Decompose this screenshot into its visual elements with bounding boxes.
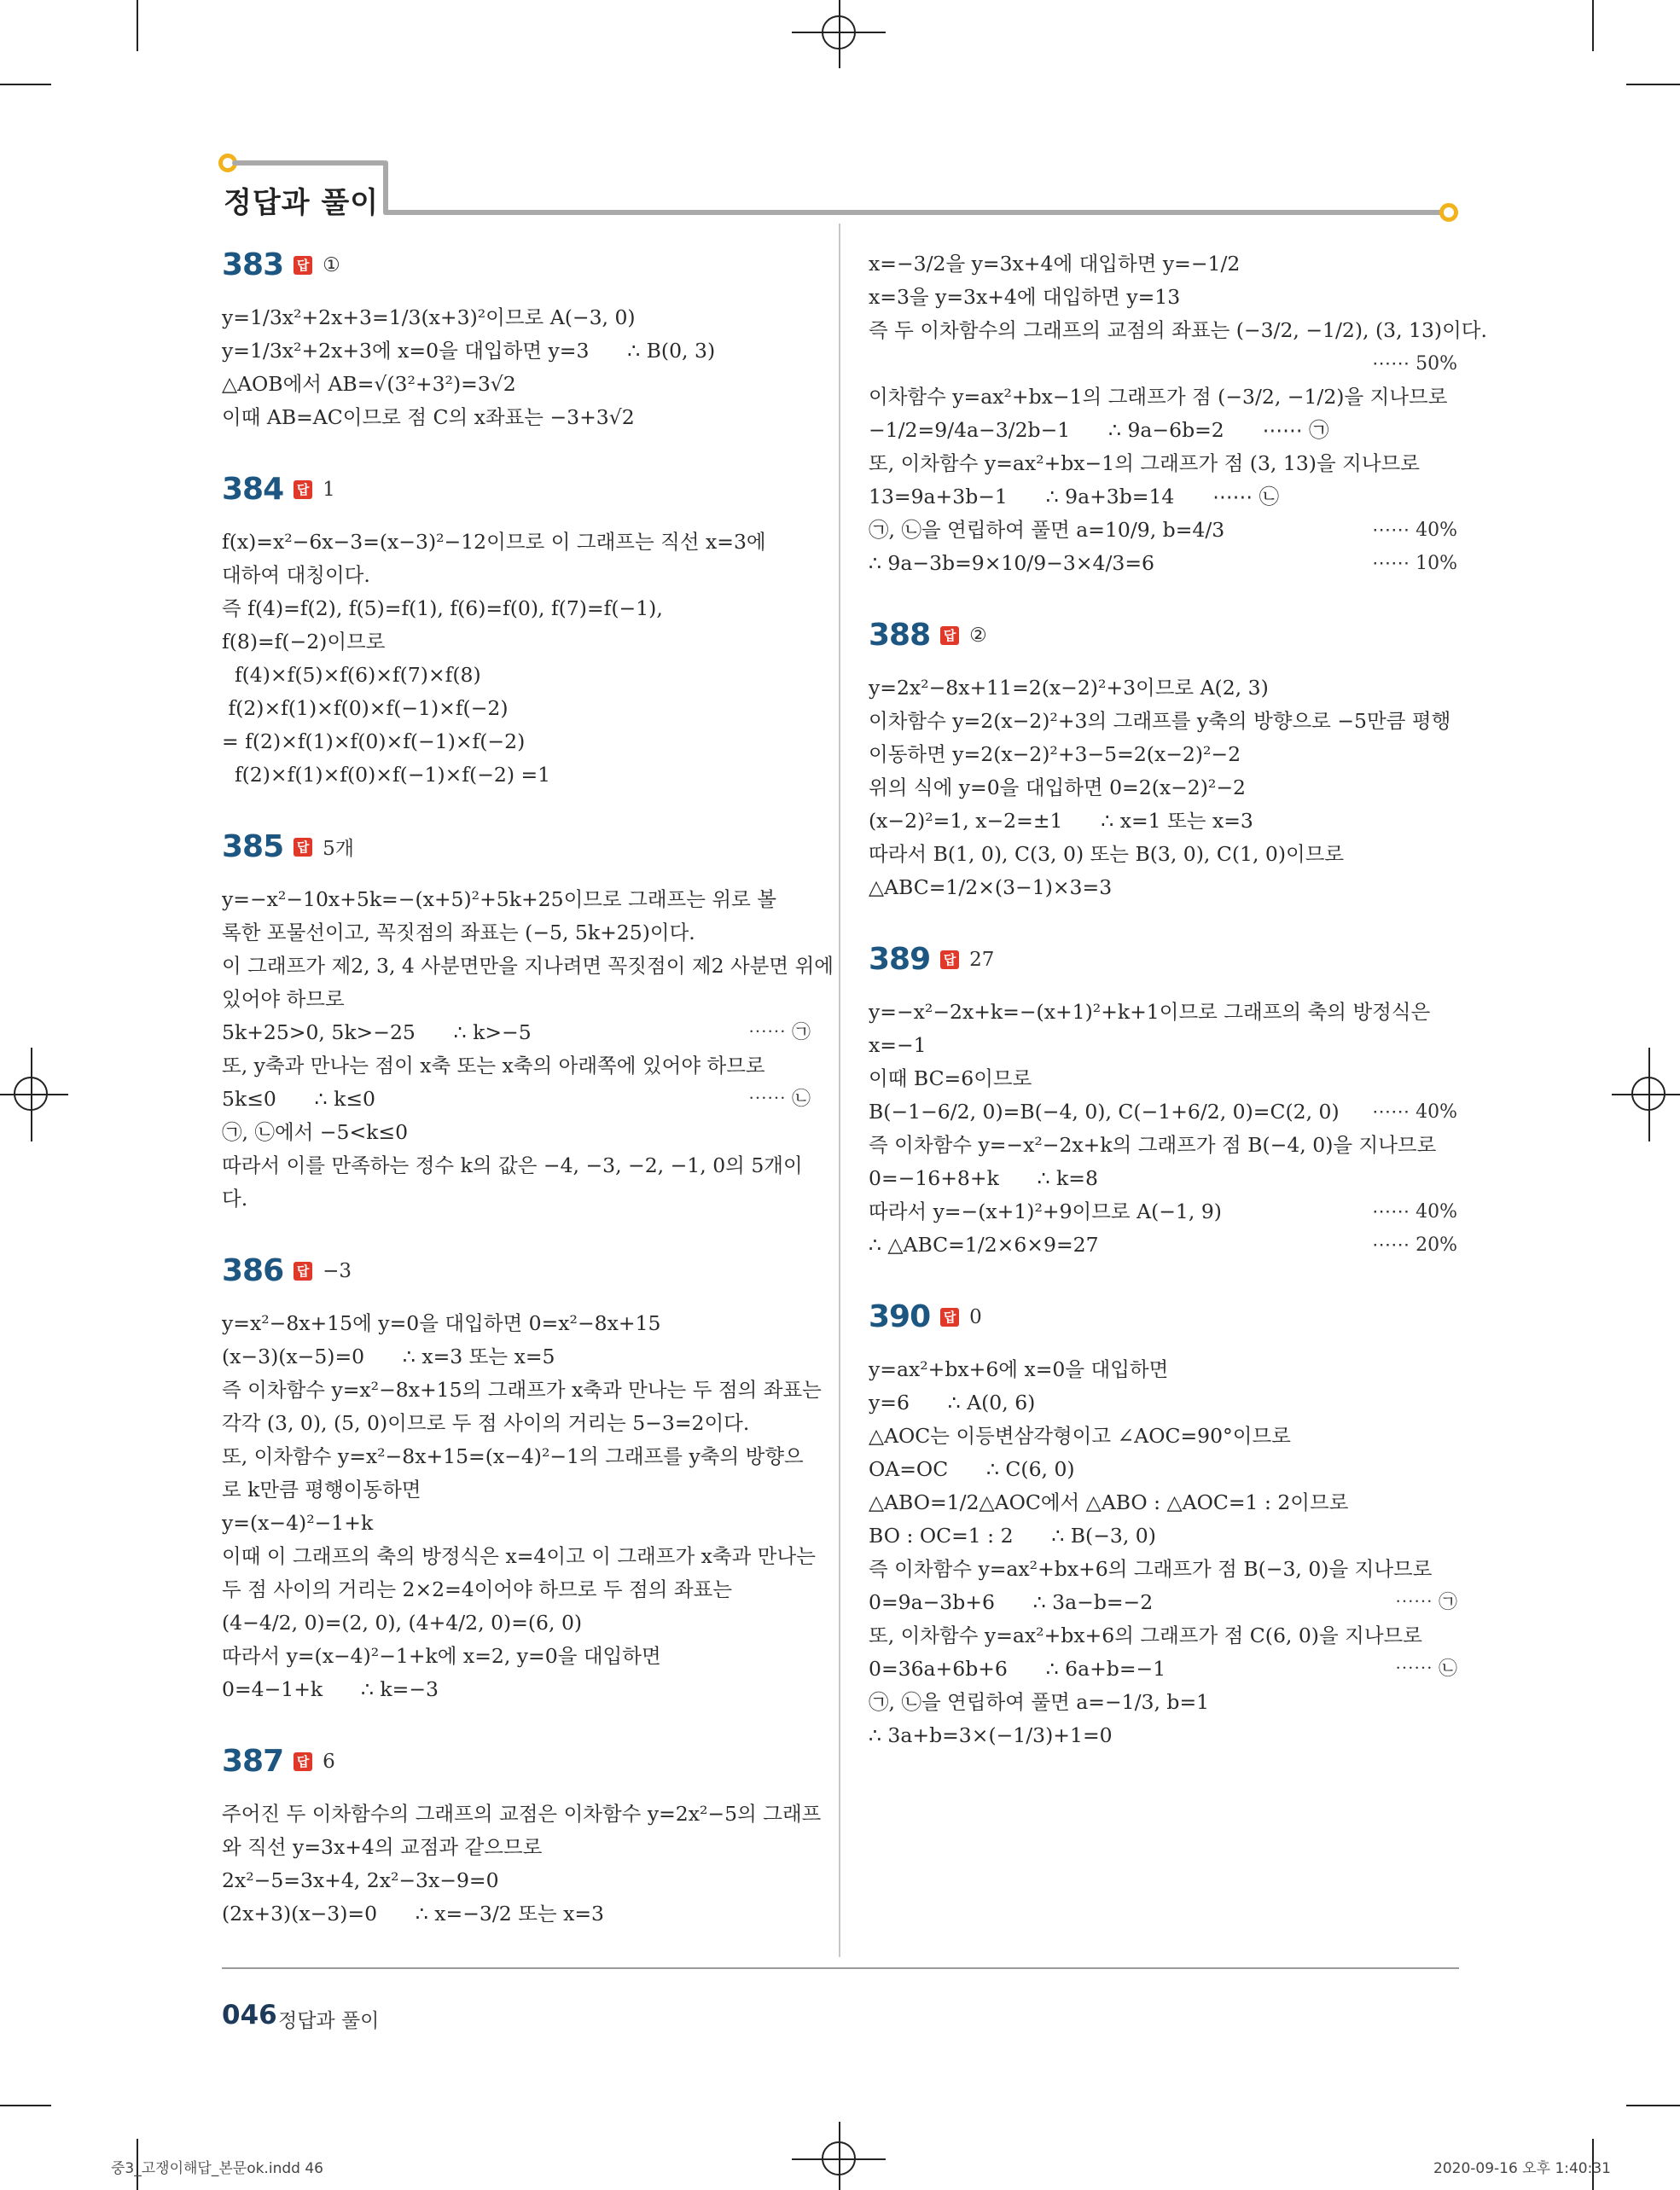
solution-line bbox=[222, 1083, 811, 1116]
problem-header bbox=[222, 1253, 811, 1288]
answer-value: −3 bbox=[323, 1259, 352, 1282]
solution-text: 로 k만큼 평행이동하면 bbox=[222, 1478, 421, 1502]
problem-block bbox=[222, 247, 811, 434]
solution-line bbox=[222, 526, 811, 559]
solution-line bbox=[869, 1195, 1457, 1229]
crop-mark bbox=[792, 32, 886, 33]
solution-line bbox=[869, 414, 1457, 447]
solution-line bbox=[222, 1440, 811, 1473]
solution-line bbox=[222, 1831, 811, 1864]
solution-text: BO : OC=1 : 2 ∴ B(−3, 0) bbox=[869, 1524, 1156, 1548]
solution-text: y=6 ∴ A(0, 6) bbox=[869, 1391, 1036, 1414]
solution-text: 각각 (3, 0), (5, 0)이므로 두 점 사이의 거리는 5−3=2이다. bbox=[222, 1411, 750, 1435]
solution-line bbox=[222, 983, 811, 1016]
score-marker: ⋯⋯ 10% bbox=[1372, 553, 1457, 574]
crop-mark bbox=[0, 84, 51, 85]
crop-mark bbox=[137, 0, 138, 51]
problem-block bbox=[222, 472, 811, 792]
solution-line bbox=[222, 1897, 811, 1931]
solution-line bbox=[222, 1116, 811, 1149]
solution-text: −1/2=9/4a−3/2b−1 ∴ 9a−6b=2 ⋯⋯ ㉠ bbox=[869, 418, 1329, 442]
solution-line bbox=[222, 1374, 822, 1407]
solution-text: y=−x²−2x+k=−(x+1)²+k+1이므로 그래프의 축의 방정식은 bbox=[869, 1000, 1431, 1024]
solution-line bbox=[869, 1453, 1457, 1486]
solution-line bbox=[222, 401, 811, 434]
solution-line bbox=[869, 1553, 1457, 1586]
solution-line bbox=[869, 380, 1457, 414]
solution-line bbox=[869, 314, 1487, 347]
solution-line bbox=[222, 559, 811, 592]
problem-header bbox=[222, 829, 811, 864]
solution-line bbox=[869, 1486, 1457, 1519]
solution-text: 13=9a+3b−1 ∴ 9a+3b=14 ⋯⋯ ㉡ bbox=[869, 485, 1280, 508]
solution-text: △AOB에서 AB=√(3²+3²)=3√2 bbox=[222, 372, 516, 396]
problem-number: 390 bbox=[869, 1299, 931, 1334]
solution-line bbox=[869, 1353, 1457, 1386]
solution-text: 0=4−1+k ∴ k=−3 bbox=[222, 1677, 439, 1701]
solution-text: = f(2)×f(1)×f(0)×f(−1)×f(−2) bbox=[222, 729, 526, 753]
crop-mark bbox=[792, 2158, 886, 2160]
solution-line bbox=[869, 871, 1457, 904]
crop-mark bbox=[0, 1094, 68, 1095]
answer-value: 6 bbox=[323, 1750, 335, 1773]
solution-line bbox=[222, 1640, 811, 1673]
solution-text: ∴ △ABC=1/2×6×9=27 bbox=[869, 1233, 1099, 1257]
solution-text: 따라서 y=(x−4)²−1+k에 x=2, y=0을 대입하면 bbox=[222, 1644, 661, 1668]
solution-line bbox=[222, 1407, 811, 1440]
solution-text: 또, 이차함수 y=x²−8x+15=(x−4)²−1의 그래프를 y축의 방향으 bbox=[222, 1444, 804, 1468]
solution-line bbox=[869, 705, 1457, 738]
solution-line bbox=[869, 1095, 1457, 1129]
solution-text: 즉 이차함수 y=ax²+bx+6의 그래프가 점 B(−3, 0)을 지나므로 bbox=[869, 1557, 1433, 1581]
solution-text: 5k+25>0, 5k>−25 ∴ k>−5 bbox=[222, 1020, 532, 1044]
crop-mark bbox=[1648, 1048, 1650, 1141]
solution-line bbox=[869, 671, 1457, 705]
solution-text: 이때 BC=6이므로 bbox=[869, 1066, 1032, 1090]
solution-text: B(−1−6/2, 0)=B(−4, 0), C(−1+6/2, 0)=C(2, 0) bbox=[869, 1100, 1340, 1124]
answer-badge-icon: 답 bbox=[940, 1308, 959, 1327]
solution-text: 와 직선 y=3x+4의 교점과 같으므로 bbox=[222, 1835, 543, 1859]
solution-text: 즉 두 이차함수의 그래프의 교점의 좌표는 (−3/2, −1/2), (3, 13)이다. bbox=[869, 318, 1487, 342]
solution-text: ㉠, ㉡을 연립하여 풀면 a=−1/3, b=1 bbox=[869, 1690, 1210, 1714]
solution-line bbox=[869, 447, 1457, 480]
solution-text: 또, 이차함수 y=ax²+bx−1의 그래프가 점 (3, 13)을 지나므로 bbox=[869, 451, 1420, 475]
solution-line bbox=[222, 916, 811, 950]
answer-badge-icon: 답 bbox=[294, 1262, 312, 1281]
solution-text: 위의 식에 y=0을 대입하면 0=2(x−2)²−2 bbox=[869, 776, 1246, 799]
solution-line bbox=[222, 1540, 816, 1573]
score-marker: ⋯⋯ 40% bbox=[1372, 1101, 1457, 1123]
solution-text: △ABC=1/2×(3−1)×3=3 bbox=[869, 875, 1113, 899]
solution-text: 두 점 사이의 거리는 2×2=4이어야 하므로 두 점의 좌표는 bbox=[222, 1577, 733, 1601]
solution-line bbox=[869, 281, 1457, 314]
score-marker: ⋯⋯ ㉡ bbox=[1395, 1658, 1457, 1680]
solution-line bbox=[869, 1029, 1457, 1062]
page-label: 정답과 풀이 bbox=[278, 2010, 380, 2032]
solution-text: ∴ 9a−3b=9×10/9−3×4/3=6 bbox=[869, 551, 1154, 575]
score-marker: ⋯⋯ ㉠ bbox=[1395, 1592, 1457, 1613]
solution-text: 주어진 두 이차함수의 그래프의 교점은 이차함수 y=2x²−5의 그래프 bbox=[222, 1802, 822, 1826]
solution-line bbox=[222, 625, 811, 659]
solution-line bbox=[222, 950, 834, 983]
problem-block bbox=[222, 1253, 822, 1706]
solution-line bbox=[869, 480, 1457, 514]
solution-text: 대하여 대칭이다. bbox=[222, 563, 370, 587]
solution-line bbox=[222, 1798, 822, 1831]
solution-text: 2x²−5=3x+4, 2x²−3x−9=0 bbox=[222, 1868, 499, 1892]
solution-line bbox=[869, 1619, 1457, 1653]
crop-mark bbox=[1626, 2105, 1680, 2106]
solution-text: f(2)×f(1)×f(0)×f(−1)×f(−2) bbox=[222, 696, 509, 720]
slug-datetime: 2020-09-16 오후 1:40:31 bbox=[1433, 2160, 1611, 2177]
answer-value: 0 bbox=[969, 1305, 982, 1328]
problem-block bbox=[869, 618, 1457, 904]
solution-line bbox=[869, 1062, 1457, 1095]
solution-line bbox=[222, 659, 811, 692]
solution-line bbox=[869, 771, 1457, 805]
solution-line bbox=[869, 1586, 1457, 1619]
solution-text: 따라서 이를 만족하는 정수 k의 값은 −4, −3, −2, −1, 0의 5개이 bbox=[222, 1153, 803, 1177]
solution-text: (x−3)(x−5)=0 ∴ x=3 또는 x=5 bbox=[222, 1345, 555, 1368]
problem-number: 385 bbox=[222, 829, 284, 864]
solution-line bbox=[869, 514, 1457, 547]
solution-text: 즉 f(4)=f(2), f(5)=f(1), f(6)=f(0), f(7)=f(−1), bbox=[222, 596, 663, 620]
solution-line bbox=[222, 301, 811, 334]
score-marker: ⋯⋯ 20% bbox=[1372, 1234, 1457, 1256]
solution-text: 따라서 B(1, 0), C(3, 0) 또는 B(3, 0), C(1, 0)이므로 bbox=[869, 842, 1345, 866]
solution-line bbox=[222, 692, 811, 725]
crop-mark bbox=[31, 1048, 32, 1141]
score-marker: ⋯⋯ ㉡ bbox=[748, 1089, 811, 1110]
solution-line bbox=[222, 334, 811, 368]
solution-line bbox=[222, 368, 811, 401]
solution-text: 다. bbox=[222, 1187, 248, 1211]
solution-line bbox=[869, 996, 1457, 1029]
solution-line bbox=[869, 347, 1457, 380]
solution-text: 있어야 하므로 bbox=[222, 987, 345, 1011]
solution-text: 따라서 y=−(x+1)²+9이므로 A(−1, 9) bbox=[869, 1200, 1222, 1223]
solution-text: △AOC는 이등변삼각형이고 ∠AOC=90°이므로 bbox=[869, 1424, 1291, 1448]
problem-header bbox=[222, 472, 811, 507]
solution-text: (2x+3)(x−3)=0 ∴ x=−3/2 또는 x=3 bbox=[222, 1902, 604, 1926]
left-column bbox=[222, 247, 834, 1968]
answer-badge-icon: 답 bbox=[940, 626, 959, 645]
solution-text: f(8)=f(−2)이므로 bbox=[222, 630, 386, 654]
problem-header bbox=[222, 247, 811, 282]
header-rule bbox=[383, 160, 388, 215]
solution-line bbox=[869, 1519, 1457, 1553]
right-column bbox=[869, 247, 1487, 1790]
answer-value: 1 bbox=[323, 478, 335, 501]
answer-badge-icon: 답 bbox=[294, 480, 312, 499]
footer-rule bbox=[222, 1967, 1459, 1969]
solution-text bbox=[869, 351, 875, 375]
solution-text: ㉠, ㉡을 연립하여 풀면 a=10/9, b=4/3 bbox=[869, 518, 1225, 542]
solution-text: y=(x−4)²−1+k bbox=[222, 1511, 374, 1535]
answer-badge-icon: 답 bbox=[940, 950, 959, 969]
solution-line bbox=[222, 1606, 811, 1640]
problem-number: 387 bbox=[222, 1744, 284, 1779]
crop-mark bbox=[839, 0, 840, 68]
problem-block bbox=[869, 247, 1487, 580]
solution-text: y=2x²−8x+11=2(x−2)²+3이므로 A(2, 3) bbox=[869, 676, 1269, 700]
solution-line bbox=[869, 1686, 1457, 1719]
solution-line bbox=[869, 1420, 1457, 1453]
answer-badge-icon: 답 bbox=[294, 838, 312, 857]
problem-header bbox=[869, 1299, 1457, 1334]
solution-line bbox=[222, 1049, 811, 1083]
solution-line bbox=[222, 883, 811, 916]
solution-text: △ABO=1/2△AOC에서 △ABO : △AOC=1 : 2이므로 bbox=[869, 1490, 1349, 1514]
crop-mark bbox=[1626, 84, 1680, 85]
solution-text: y=x²−8x+15에 y=0을 대입하면 0=x²−8x+15 bbox=[222, 1311, 661, 1335]
solution-text: 이때 이 그래프의 축의 방정식은 x=4이고 이 그래프가 x축과 만나는 bbox=[222, 1544, 816, 1568]
solution-text: f(x)=x²−6x−3=(x−3)²−12이므로 이 그래프는 직선 x=3에 bbox=[222, 530, 766, 554]
problem-header bbox=[869, 618, 1457, 653]
solution-line bbox=[222, 1340, 811, 1374]
solution-text: y=1/3x²+2x+3에 x=0을 대입하면 y=3 ∴ B(0, 3) bbox=[222, 339, 716, 363]
solution-line bbox=[222, 1473, 811, 1507]
solution-text: y=1/3x²+2x+3=1/3(x+3)²이므로 A(−3, 0) bbox=[222, 305, 636, 329]
solution-text: 즉 이차함수 y=x²−8x+15의 그래프가 x축과 만나는 두 점의 좌표는 bbox=[222, 1378, 822, 1402]
problem-number: 383 bbox=[222, 247, 284, 282]
solution-text: (x−2)²=1, x−2=±1 ∴ x=1 또는 x=3 bbox=[869, 809, 1253, 833]
solution-text: x=−1 bbox=[869, 1033, 927, 1057]
solution-text: x=−3/2을 y=3x+4에 대입하면 y=−1/2 bbox=[869, 252, 1241, 276]
solution-text: 록한 포물선이고, 꼭짓점의 좌표는 (−5, 5k+25)이다. bbox=[222, 921, 695, 944]
solution-text: 이 그래프가 제2, 3, 4 사분면만을 지나려면 꼭짓점이 제2 사분면 위에 bbox=[222, 954, 834, 978]
problem-header bbox=[222, 1744, 811, 1779]
solution-line bbox=[869, 738, 1457, 771]
solution-text: 이때 AB=AC이므로 점 C의 x좌표는 −3+3√2 bbox=[222, 405, 635, 429]
solution-text: 이동하면 y=2(x−2)²+3−5=2(x−2)²−2 bbox=[869, 742, 1241, 766]
solution-line bbox=[869, 547, 1457, 580]
solution-text: 또, y축과 만나는 점이 x축 또는 x축의 아래쪽에 있어야 하므로 bbox=[222, 1054, 765, 1078]
solution-text: 0=−16+8+k ∴ k=8 bbox=[869, 1166, 1098, 1190]
solution-line bbox=[222, 1016, 811, 1049]
score-marker: ⋯⋯ 50% bbox=[1372, 353, 1457, 375]
solution-line bbox=[869, 247, 1457, 281]
problem-block bbox=[222, 829, 834, 1216]
problem-block bbox=[869, 942, 1457, 1262]
answer-value: 5개 bbox=[323, 838, 355, 860]
solution-text: 이차함수 y=2(x−2)²+3의 그래프를 y축의 방향으로 −5만큼 평행 bbox=[869, 709, 1451, 733]
column-divider bbox=[839, 224, 840, 1957]
solution-text: OA=OC ∴ C(6, 0) bbox=[869, 1457, 1075, 1481]
answer-value: ② bbox=[969, 624, 987, 647]
solution-line bbox=[869, 1229, 1457, 1262]
solution-line bbox=[222, 1182, 811, 1216]
solution-text: 또, 이차함수 y=ax²+bx+6의 그래프가 점 C(6, 0)을 지나므로 bbox=[869, 1624, 1422, 1647]
solution-text: f(2)×f(1)×f(0)×f(−1)×f(−2) =1 bbox=[222, 763, 551, 787]
solution-line bbox=[869, 1162, 1457, 1195]
solution-text: 이차함수 y=ax²+bx−1의 그래프가 점 (−3/2, −1/2)을 지나므로 bbox=[869, 385, 1448, 409]
problem-header bbox=[869, 942, 1457, 977]
solution-text: (4−4/2, 0)=(2, 0), (4+4/2, 0)=(6, 0) bbox=[222, 1611, 583, 1635]
solution-line bbox=[222, 725, 811, 758]
solution-line bbox=[222, 1673, 811, 1706]
score-marker: ⋯⋯ 40% bbox=[1372, 520, 1457, 541]
solution-line bbox=[222, 1573, 811, 1606]
answer-badge-icon: 답 bbox=[294, 1752, 312, 1771]
solution-text: 0=9a−3b+6 ∴ 3a−b=−2 bbox=[869, 1590, 1154, 1614]
solution-line bbox=[869, 1129, 1457, 1162]
solution-text: 5k≤0 ∴ k≤0 bbox=[222, 1087, 375, 1111]
slug-file: 중3_고쟁이해답_본문ok.indd 46 bbox=[111, 2160, 323, 2177]
header-rule bbox=[232, 160, 386, 166]
problem-block bbox=[869, 1299, 1457, 1752]
score-marker: ⋯⋯ 40% bbox=[1372, 1201, 1457, 1223]
crop-mark bbox=[839, 2122, 840, 2190]
solution-text: ∴ 3a+b=3×(−1/3)+1=0 bbox=[869, 1723, 1113, 1747]
problem-block bbox=[222, 1744, 822, 1931]
solution-text: ㉠, ㉡에서 −5<k≤0 bbox=[222, 1120, 409, 1144]
score-marker: ⋯⋯ ㉠ bbox=[748, 1022, 811, 1043]
solution-line bbox=[222, 592, 811, 625]
problem-number: 389 bbox=[869, 942, 931, 977]
solution-line bbox=[869, 805, 1457, 838]
solution-line bbox=[222, 1307, 811, 1340]
header-rule bbox=[383, 210, 1445, 215]
problem-number: 388 bbox=[869, 618, 931, 653]
answer-badge-icon: 답 bbox=[294, 256, 312, 275]
solution-line bbox=[869, 838, 1457, 871]
crop-mark bbox=[1592, 0, 1594, 51]
solution-line bbox=[869, 1719, 1457, 1752]
problem-number: 384 bbox=[222, 472, 284, 507]
solution-text: y=ax²+bx+6에 x=0을 대입하면 bbox=[869, 1357, 1169, 1381]
solution-line bbox=[869, 1653, 1457, 1686]
solution-text: 0=36a+6b+6 ∴ 6a+b=−1 bbox=[869, 1657, 1166, 1681]
problem-number: 386 bbox=[222, 1253, 284, 1288]
solution-line bbox=[222, 1864, 811, 1897]
solution-text: f(4)×f(5)×f(6)×f(7)×f(8) bbox=[222, 663, 481, 687]
answer-value: ① bbox=[323, 253, 340, 276]
page-number: 046 bbox=[222, 2000, 277, 2030]
solution-line bbox=[222, 1507, 811, 1540]
solution-text: y=−x²−10x+5k=−(x+5)²+5k+25이므로 그래프는 위로 볼 bbox=[222, 887, 776, 911]
solution-line bbox=[222, 758, 811, 792]
crop-mark bbox=[0, 2105, 51, 2106]
page-title: 정답과 풀이 bbox=[224, 186, 380, 220]
solution-line bbox=[869, 1386, 1457, 1420]
solution-line bbox=[222, 1149, 811, 1182]
header-dot-right bbox=[1439, 203, 1458, 222]
crop-mark bbox=[1612, 1094, 1680, 1095]
solution-text: 즉 이차함수 y=−x²−2x+k의 그래프가 점 B(−4, 0)을 지나므로 bbox=[869, 1133, 1437, 1157]
solution-text: x=3을 y=3x+4에 대입하면 y=13 bbox=[869, 285, 1181, 309]
answer-value: 27 bbox=[969, 948, 995, 971]
